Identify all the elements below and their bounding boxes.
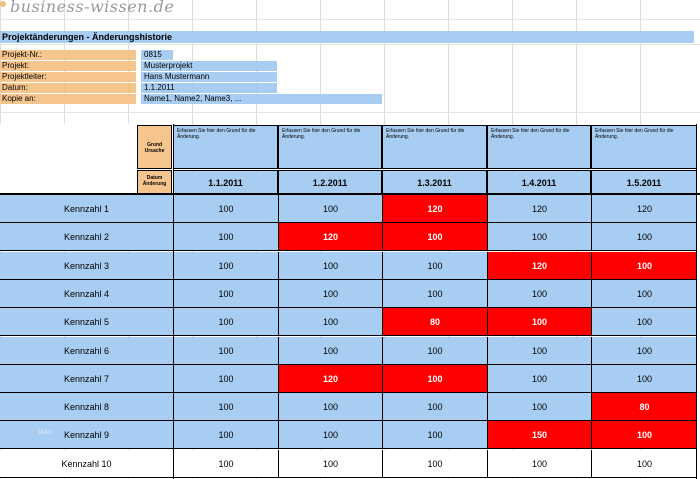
value-cell[interactable]: 100 bbox=[278, 450, 382, 478]
value-cell[interactable]: 100 bbox=[487, 393, 591, 421]
datum-header-cell[interactable] bbox=[137, 170, 172, 194]
reason-cell[interactable]: Erfassen Sie hier den Grund für die Änderung. bbox=[173, 125, 278, 169]
value-cell[interactable]: 100 bbox=[278, 252, 382, 280]
value-cell[interactable]: 100 bbox=[382, 337, 487, 365]
row-label[interactable]: Kennzahl 6 bbox=[0, 337, 173, 365]
value-cell[interactable]: 100 bbox=[382, 450, 487, 478]
value-cell[interactable]: 100 bbox=[487, 280, 591, 308]
value-cell[interactable]: 100 bbox=[487, 337, 591, 365]
value-cell[interactable]: 100 bbox=[591, 450, 697, 478]
changed-value-cell[interactable]: 120 bbox=[382, 195, 487, 223]
changed-value-cell[interactable]: 80 bbox=[382, 308, 487, 336]
sheet-title-bar[interactable] bbox=[0, 31, 694, 43]
date-header[interactable]: 1.4.2011 bbox=[487, 170, 591, 194]
changed-value-cell[interactable]: 120 bbox=[278, 223, 382, 251]
changed-value-cell[interactable]: 100 bbox=[591, 252, 697, 280]
changed-value-cell[interactable]: 80 bbox=[591, 393, 697, 421]
value-cell[interactable]: 120 bbox=[591, 195, 697, 223]
value-cell[interactable]: 100 bbox=[487, 365, 591, 393]
reason-cell[interactable]: Erfassen Sie hier den Grund für die Änderung. bbox=[487, 125, 591, 169]
value-cell[interactable]: 100 bbox=[173, 252, 278, 280]
reason-cell[interactable]: Erfassen Sie hier den Grund für die Änderung. bbox=[278, 125, 382, 169]
info-label[interactable]: Projektleiter: bbox=[0, 72, 136, 82]
grid-line bbox=[0, 112, 700, 113]
grid-line bbox=[0, 19, 700, 20]
row-label[interactable]: Kennzahl 7 bbox=[0, 365, 173, 393]
value-cell[interactable]: 100 bbox=[278, 337, 382, 365]
changed-value-cell[interactable]: 120 bbox=[487, 252, 591, 280]
info-value[interactable]: 0815 bbox=[141, 50, 173, 60]
date-header[interactable]: 1.3.2011 bbox=[382, 170, 487, 194]
grund-label: Grund Ursache bbox=[144, 142, 165, 154]
info-value[interactable]: Musterprojekt bbox=[141, 61, 277, 71]
value-cell[interactable]: 100 bbox=[173, 280, 278, 308]
value-cell[interactable]: 100 bbox=[591, 308, 697, 336]
value-cell[interactable]: 100 bbox=[382, 421, 487, 449]
value-cell[interactable]: 100 bbox=[382, 252, 487, 280]
row-label[interactable]: Kennzahl 8 bbox=[0, 393, 173, 421]
row-label[interactable]: Kennzahl 3 bbox=[0, 252, 173, 280]
value-cell[interactable]: 100 bbox=[591, 223, 697, 251]
value-cell[interactable]: 100 bbox=[278, 393, 382, 421]
value-cell[interactable]: 100 bbox=[173, 337, 278, 365]
changed-value-cell[interactable]: 100 bbox=[382, 223, 487, 251]
value-cell[interactable]: 100 bbox=[382, 280, 487, 308]
table-frame-line bbox=[696, 124, 697, 479]
row-label[interactable]: Kennzahl 1 bbox=[0, 195, 173, 223]
value-cell[interactable]: 100 bbox=[591, 365, 697, 393]
value-cell[interactable]: 100 bbox=[173, 450, 278, 478]
changed-value-cell[interactable]: 100 bbox=[591, 421, 697, 449]
changed-value-cell[interactable]: 100 bbox=[487, 308, 591, 336]
value-cell[interactable]: 100 bbox=[173, 365, 278, 393]
value-cell[interactable]: 120 bbox=[487, 195, 591, 223]
value-cell[interactable]: 100 bbox=[173, 195, 278, 223]
info-label[interactable]: Projekt-Nr.: bbox=[0, 50, 136, 60]
info-value[interactable]: Hans Mustermann bbox=[141, 72, 277, 82]
header-blank bbox=[0, 124, 136, 194]
info-label[interactable]: Kopie an: bbox=[0, 94, 136, 104]
info-label[interactable]: Datum: bbox=[0, 83, 136, 93]
site-logo[interactable] bbox=[0, 0, 200, 18]
value-cell[interactable]: 100 bbox=[487, 223, 591, 251]
table-frame-line bbox=[173, 124, 174, 479]
date-header[interactable]: 1.1.2011 bbox=[173, 170, 278, 194]
table-frame-line bbox=[0, 193, 700, 195]
reason-cell[interactable]: Erfassen Sie hier den Grund für die Änderung. bbox=[382, 125, 487, 169]
info-label[interactable]: Projekt: bbox=[0, 61, 136, 71]
value-cell[interactable]: 100 bbox=[173, 421, 278, 449]
grund-header-cell[interactable] bbox=[137, 125, 172, 169]
value-cell[interactable]: 100 bbox=[173, 308, 278, 336]
logo-dot-icon bbox=[0, 1, 6, 7]
info-value[interactable]: Name1, Name2, Name3, ... bbox=[141, 94, 382, 104]
value-cell[interactable]: 100 bbox=[278, 195, 382, 223]
value-cell[interactable]: 100 bbox=[278, 421, 382, 449]
row-label[interactable]: Kennzahl 4 bbox=[0, 280, 173, 308]
value-cell[interactable]: 100 bbox=[173, 223, 278, 251]
changed-value-cell[interactable]: 100 bbox=[382, 365, 487, 393]
row-label[interactable]: Kennzahl 5 bbox=[0, 308, 173, 336]
datum-label: Datum Änderung bbox=[142, 175, 167, 187]
faint-cell-text: blau bbox=[38, 429, 52, 436]
reason-cell[interactable]: Erfassen Sie hier den Grund für die Änderung. bbox=[591, 125, 697, 169]
changed-value-cell[interactable]: 120 bbox=[278, 365, 382, 393]
date-header[interactable]: 1.5.2011 bbox=[591, 170, 697, 194]
value-cell[interactable]: 100 bbox=[382, 393, 487, 421]
row-label[interactable]: Kennzahl 10 bbox=[0, 450, 173, 478]
row-label[interactable]: Kennzahl 2 bbox=[0, 223, 173, 251]
value-cell[interactable]: 100 bbox=[278, 308, 382, 336]
value-cell[interactable]: 100 bbox=[278, 280, 382, 308]
row-label[interactable]: Kennzahl 9 bbox=[0, 421, 173, 449]
logo-text: business-wissen.de bbox=[10, 0, 175, 16]
sheet-title: Projektänderungen - Änderungshistorie bbox=[2, 32, 173, 42]
date-header[interactable]: 1.2.2011 bbox=[278, 170, 382, 194]
grid-line bbox=[0, 44, 700, 45]
value-cell[interactable]: 100 bbox=[591, 280, 697, 308]
value-cell[interactable]: 100 bbox=[173, 393, 278, 421]
info-value[interactable]: 1.1.2011 bbox=[141, 83, 277, 93]
value-cell[interactable]: 100 bbox=[591, 337, 697, 365]
value-cell[interactable]: 100 bbox=[487, 450, 591, 478]
changed-value-cell[interactable]: 150 bbox=[487, 421, 591, 449]
change-history-table bbox=[0, 124, 700, 479]
